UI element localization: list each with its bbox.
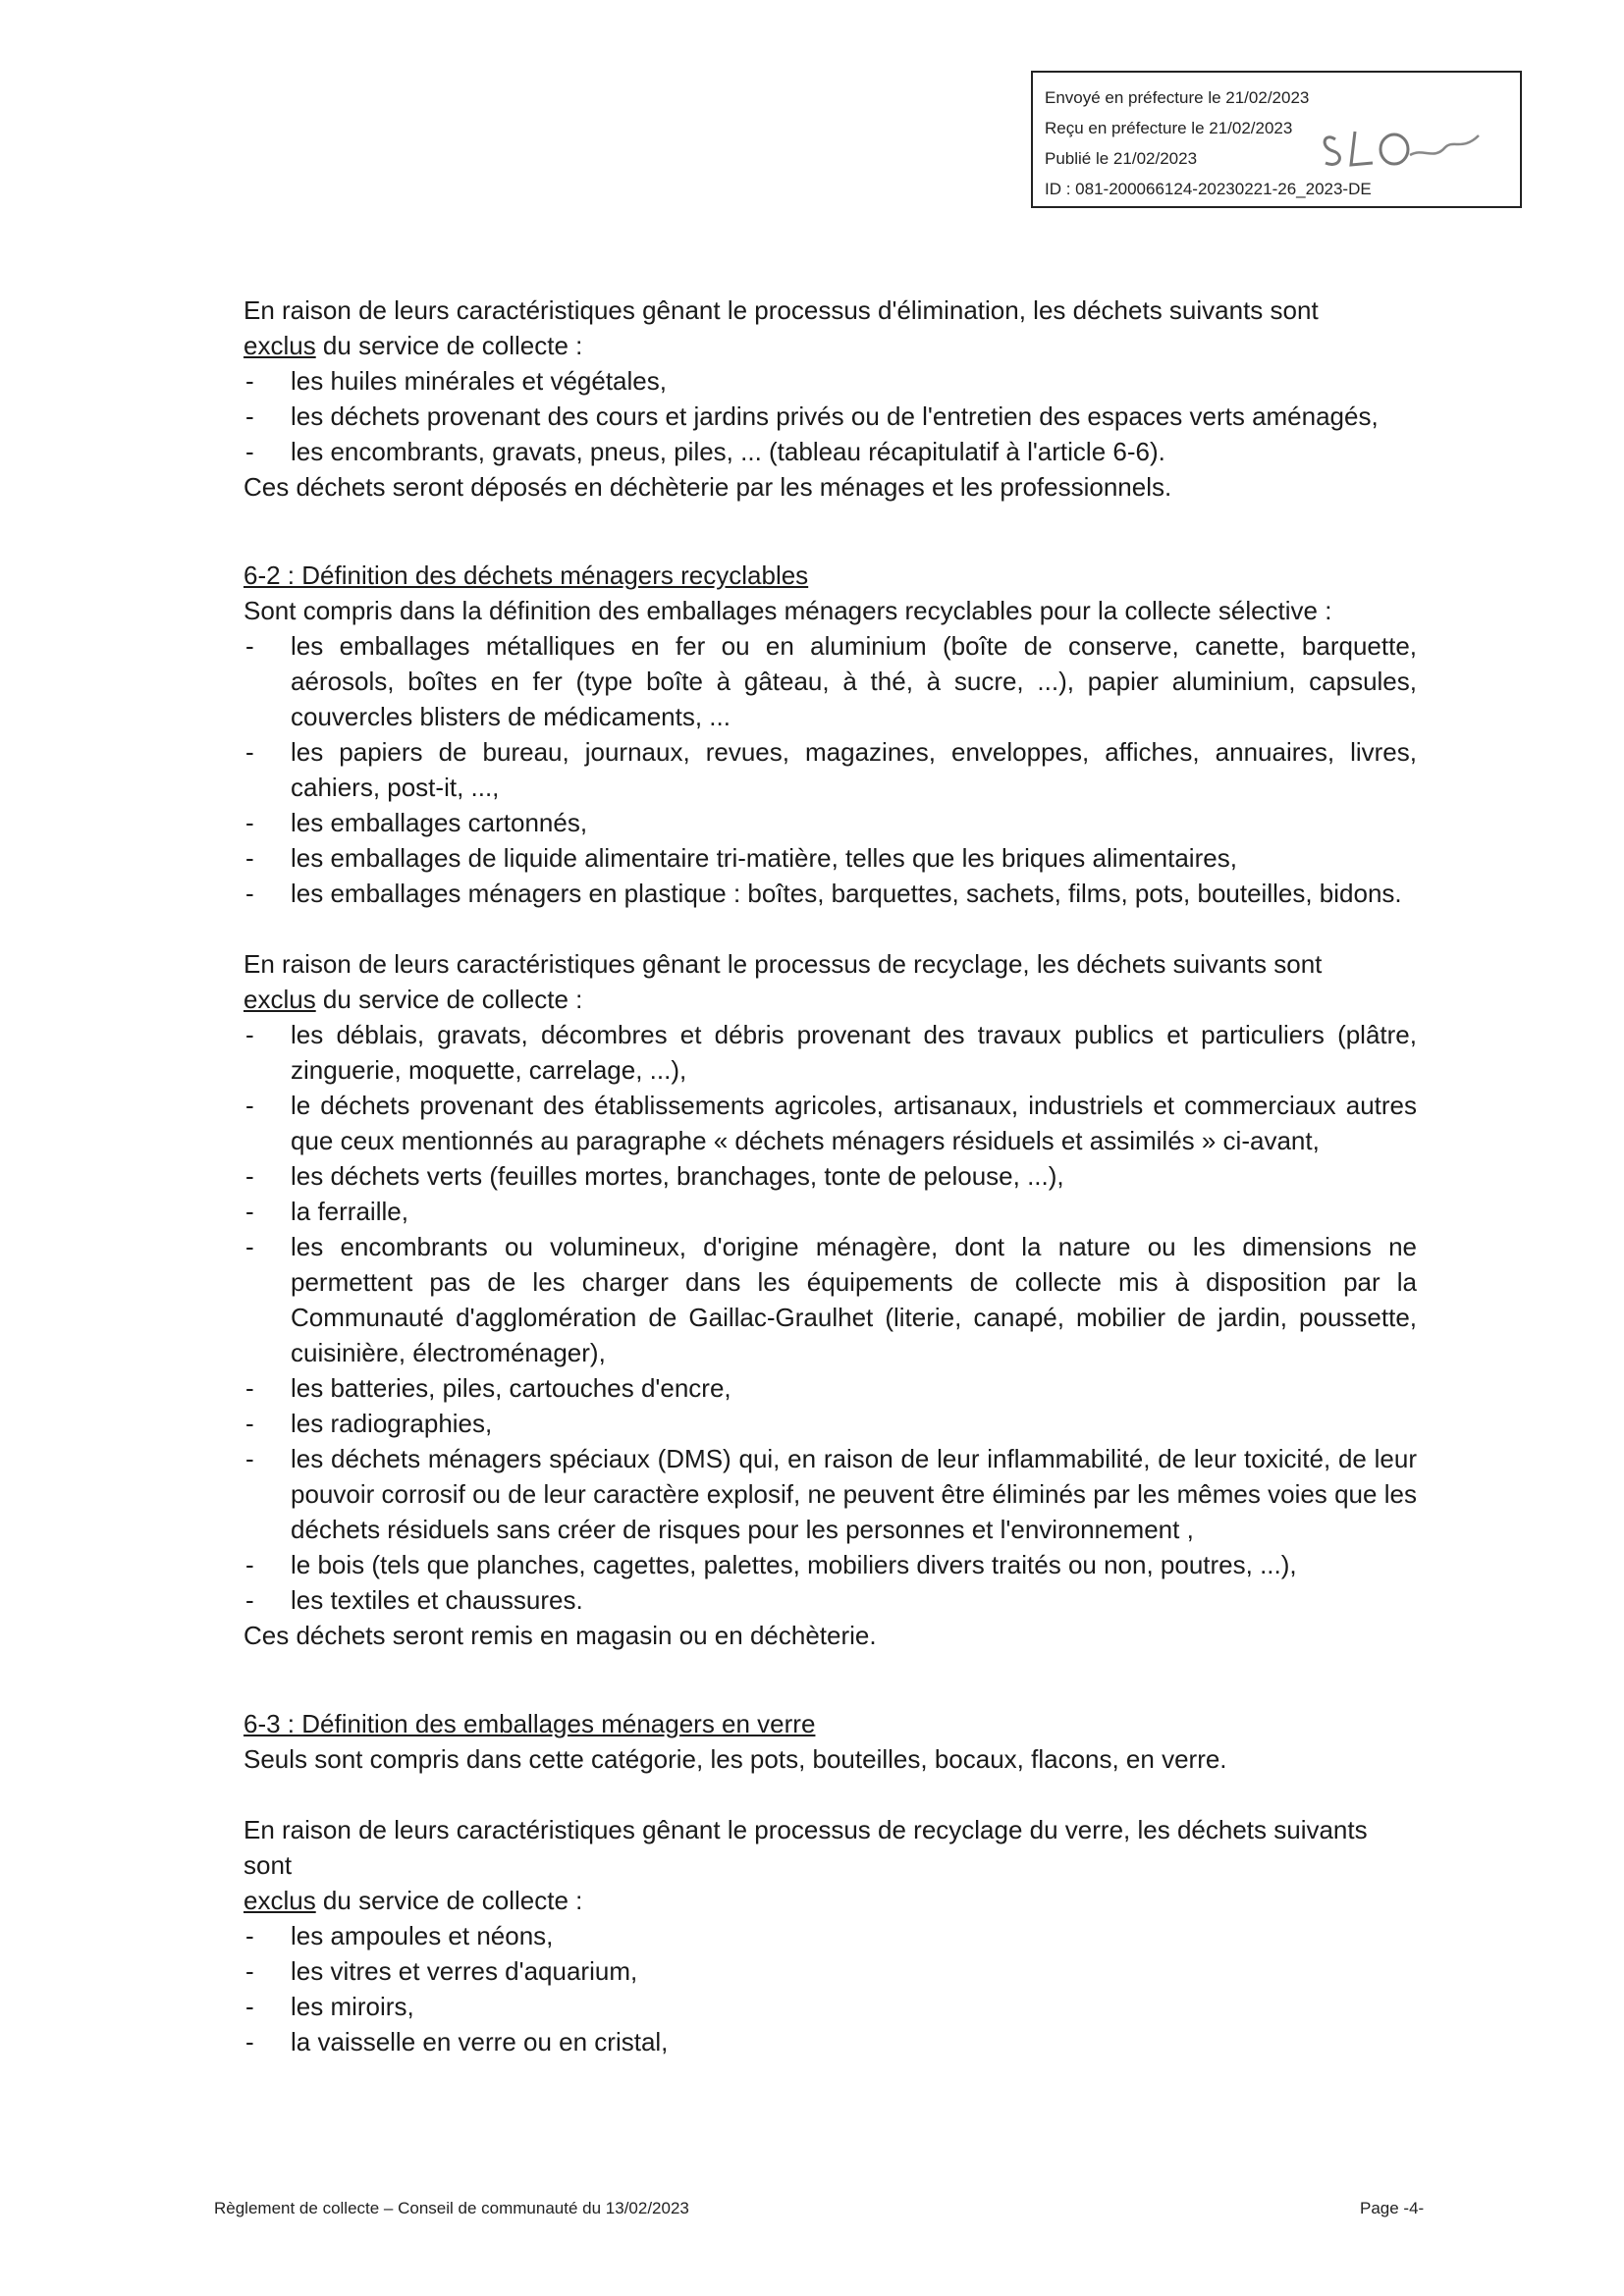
section3-excl-text: En raison de leurs caractéristiques gênant le processus de recyclage du verre, les déchets suivants sont	[244, 1815, 1368, 1880]
list-item: - les radiographies,	[244, 1406, 1417, 1441]
list-item: - les huiles minérales et végétales,	[244, 363, 1417, 399]
list-item: - les déblais, gravats, décombres et débris provenant des travaux publics et particuliers (plâtre, zinguerie, moquette, carrelage, ...),	[244, 1017, 1417, 1088]
list-item: - les déchets ménagers spéciaux (DMS) qui, en raison de leur inflammabilité, de leur toxicité, de leur pouvoir corrosif ou de leur caractère explosif, ne peuvent être éliminés par les mêmes voies que les déchets résiduels sans créer de risques pour les personnes et l'environnement ,	[244, 1441, 1417, 1547]
list-item: - le bois (tels que planches, cagettes, palettes, mobiliers divers traités ou non, poutres, ...),	[244, 1547, 1417, 1582]
section2-list	[244, 628, 1417, 911]
stamp-sent: Envoyé en préfecture le 21/02/2023	[1045, 88, 1310, 107]
section2-intro: Sont compris dans la définition des emballages ménagers recyclables pour la collecte sélective :	[244, 596, 1332, 625]
list-item: - les emballages ménagers en plastique : boîtes, barquettes, sachets, films, pots, bouteilles, bidons.	[244, 876, 1417, 911]
section3-intro: Seuls sont compris dans cette catégorie, les pots, bouteilles, bocaux, flacons, en verre.	[244, 1744, 1227, 1774]
section2-excl-intro	[244, 946, 1417, 1017]
section3-excl-tail: du service de collecte :	[315, 1886, 583, 1915]
section2-exclus: exclus	[244, 985, 316, 1014]
section1-closing: Ces déchets seront déposés en déchèterie par les ménages et les professionnels.	[244, 472, 1172, 502]
section1-list	[244, 363, 1417, 469]
section2-excl-tail: du service de collecte :	[315, 985, 583, 1014]
list-item: - les déchets verts (feuilles mortes, branchages, tonte de pelouse, ...),	[244, 1158, 1417, 1194]
section1-exclus: exclus	[244, 331, 316, 360]
list-item: - les encombrants ou volumineux, d'origine ménagère, dont la nature ou les dimensions ne permettent pas de les charger dans les équipements de collecte mis à disposition par la Communauté d'agglomération de Gaillac-Graulhet (literie, canapé, mobilier de jardin, poussette, cuisinière, électroménager),	[244, 1229, 1417, 1370]
list-item: - les emballages métalliques en fer ou en aluminium (boîte de conserve, canette, barquette, aérosols, boîtes en fer (type boîte à gâteau, à thé, à sucre, ...), papier aluminium, capsules, couvercles blisters de médicaments, ...	[244, 628, 1417, 734]
section1-intro	[244, 293, 1417, 363]
list-item: - les miroirs,	[244, 1989, 1417, 2024]
section2-heading: 6-2 : Définition des déchets ménagers recyclables	[244, 561, 809, 590]
list-item: - les vitres et verres d'aquarium,	[244, 1953, 1417, 1989]
handwritten-signature	[1316, 118, 1492, 177]
footer-document-title: Règlement de collecte – Conseil de communauté du 13/02/2023	[214, 2199, 689, 2217]
section3-excl-list	[244, 1918, 1417, 2059]
list-item: - les déchets provenant des cours et jardins privés ou de l'entretien des espaces verts aménagés,	[244, 399, 1417, 434]
section2-excl-list	[244, 1017, 1417, 1618]
stamp-published: Publié le 21/02/2023	[1045, 149, 1198, 168]
stamp-received: Reçu en préfecture le 21/02/2023	[1045, 119, 1293, 137]
section3-exclus: exclus	[244, 1886, 316, 1915]
section1-intro-text: En raison de leurs caractéristiques gênant le processus d'élimination, les déchets suivants sont	[244, 295, 1319, 325]
section1-intro-tail: du service de collecte :	[315, 331, 583, 360]
section2-excl-text: En raison de leurs caractéristiques gênant le processus de recyclage, les déchets suivants sont	[244, 949, 1323, 979]
list-item: - les emballages de liquide alimentaire tri-matière, telles que les briques alimentaires,	[244, 840, 1417, 876]
section3-excl-intro	[244, 1812, 1417, 1918]
list-item: - la ferraille,	[244, 1194, 1417, 1229]
list-item: - les papiers de bureau, journaux, revues, magazines, enveloppes, affiches, annuaires, livres, cahiers, post-it, ...,	[244, 734, 1417, 805]
list-item: - les batteries, piles, cartouches d'encre,	[244, 1370, 1417, 1406]
footer-page-number: Page -4-	[1360, 2199, 1425, 2217]
section2-closing: Ces déchets seront remis en magasin ou en déchèterie.	[244, 1621, 877, 1650]
list-item: - la vaisselle en verre ou en cristal,	[244, 2024, 1417, 2059]
list-item: - les ampoules et néons,	[244, 1918, 1417, 1953]
stamp-id: ID : 081-200066124-20230221-26_2023-DE	[1045, 180, 1372, 198]
list-item: - les emballages cartonnés,	[244, 805, 1417, 840]
document-body	[244, 293, 1417, 2059]
section3-heading: 6-3 : Définition des emballages ménagers en verre	[244, 1709, 816, 1738]
list-item: - les encombrants, gravats, pneus, piles, ... (tableau récapitulatif à l'article 6-6).	[244, 434, 1417, 469]
list-item: - les textiles et chaussures.	[244, 1582, 1417, 1618]
list-item: - le déchets provenant des établissements agricoles, artisanaux, industriels et commerciaux autres que ceux mentionnés au paragraphe « déchets ménagers résiduels et assimilés » ci-avant,	[244, 1088, 1417, 1158]
